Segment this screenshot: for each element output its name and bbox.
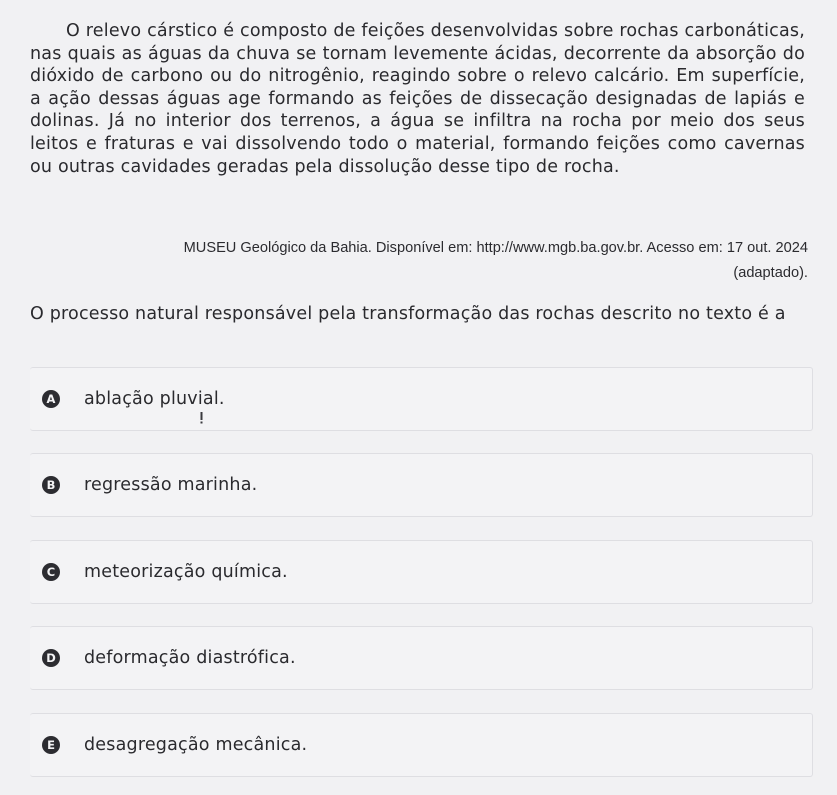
option-b-letter-badge: B — [42, 476, 60, 494]
question-text: O processo natural responsável pela transformação das rochas descrito no texto é a — [30, 304, 786, 324]
source-citation — [128, 236, 808, 286]
option-a[interactable] — [30, 367, 813, 431]
citation-text: MUSEU Geológico da Bahia. Disponível em: http://www.mgb.ba.gov.br. Acesso em: 17 out. 2024 — [183, 240, 808, 256]
option-e-letter-badge: E — [42, 736, 60, 754]
option-b-label: regressão marinha. — [84, 475, 258, 495]
option-c-label: meteorização química. — [84, 562, 288, 582]
option-c[interactable] — [30, 540, 813, 604]
option-e-label: desagregação mecânica. — [84, 735, 308, 755]
option-b[interactable] — [30, 453, 813, 517]
option-a-label: ablação pluvial. — [84, 389, 225, 409]
option-a-letter-badge: A — [42, 390, 60, 408]
option-c-letter-badge: C — [42, 563, 60, 581]
option-d[interactable] — [30, 626, 813, 690]
option-d-label: deformação diastrófica. — [84, 648, 296, 668]
text-cursor-icon — [200, 412, 203, 424]
option-d-letter-badge: D — [42, 649, 60, 667]
passage-text: O relevo cárstico é composto de feições desenvolvidas sobre rochas carbonáticas, nas quais as águas da chuva se tornam levemente ácidas, decorrente da absorção do dióxido de carbono ou do nitrogênio, reagindo sobre o relevo calcário. Em superfície, a ação dessas águas age formando as feições de dissecação designadas de lapiás e dolinas. Já no interior dos terrenos, a água se infiltra na rocha por meio dos seus leitos e fraturas e vai dissolvendo todo o material, formando feições como cavernas ou outras cavidades geradas pela dissolução desse tipo de rocha. — [30, 21, 805, 177]
option-e[interactable] — [30, 713, 813, 777]
citation-note: (adaptado). — [733, 265, 808, 281]
